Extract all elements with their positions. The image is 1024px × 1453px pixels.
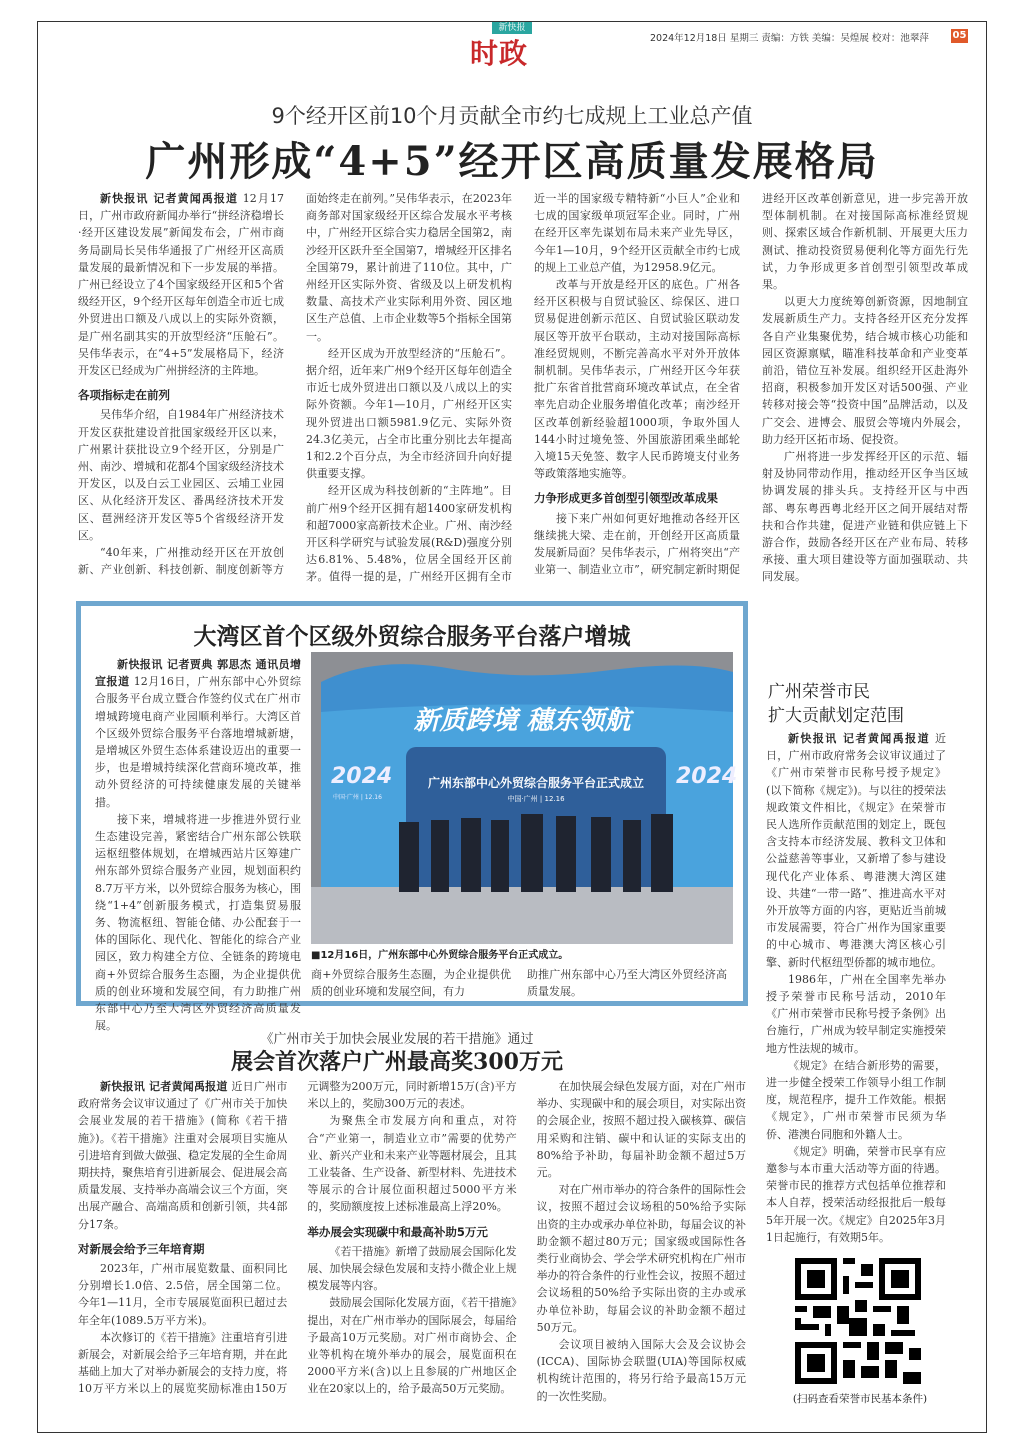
photo-banner: 广州东部中心外贸综合服务平台正式成立 — [427, 776, 644, 790]
article3-lead: 新快报讯 记者黄闻禹报道 — [100, 1080, 228, 1093]
article4-title-line2: 扩大贡献划定范围 — [768, 706, 904, 726]
article1-p2: 吴伟华介绍，自1984年广州经济技术开发区获批建设首批国家级经开区以来，广州累计获批设立9个经开区，分别是广州、南沙、增城和花都4个国家级经济技术开发区，以及白云工业园区、云埔工业园区、从化经济开发区、番禺经济技术开发区、琶洲经济开发区等5个省级经济开发区。 — [78, 408, 284, 542]
article3-title: 展会首次落户广州最高奖300万元 — [231, 1049, 563, 1075]
article2-p2: 接下来，增城将进一步推进外贸行业生态建设完善，紧密结合广州东部公铁联运枢纽整体规划，在增城西站片区筹建广州东部外贸综合服务产业园，规划面积约8.7万平方米，以外贸综合服务为核心，围绕“1+4”创新服务模式，打造集贸易服务、物流枢纽、智能仓储、办公配套于一体的国际化、现代化、智能化的综合产业园区，致力构建全方位、全链条的跨境电商+外贸综合服务生态圈，为企业提供优质的创业环境和发展空间，有力助推广州东部中心乃至大湾区外贸经济高质量发展。 — [95, 812, 301, 1033]
article3-subhead-1: 对新展会给予三年培育期 — [78, 1241, 205, 1256]
article3-subtitle: 《广州市关于加快会展业发展的若干措施》通过 — [260, 1032, 534, 1047]
article2-tail-a-text: 商+外贸综合服务生态圈，为企业提供优质的创业环境和发展空间，有力 — [311, 968, 511, 999]
article4-p1: 近日，广州市政府常务会议审议通过了《广州市荣誉市民称号授予规定》(以下简称《规定》)。与以往的授荣法规政策文件相比，《规定》在荣誉市民人选所作贡献范围的划定上，既包含支持本市经济发展、教科文卫体和公益慈善等事业，又新增了参与建设现代化产业体系、粤港澳大湾区建设、共建“一带一路”、推进高水平对外开放等方面的内容，更贴近当前城市发展需要，符合广州作为国家重要的中心城市、粤港澳大湾区核心引擎、新时代枢纽型侨都的城市地位。 — [766, 732, 946, 969]
article1-p6: 改革与开放是经开区的底色。广州各经开区积极与自贸试验区、综保区、进口贸易促进创新示范区、自贸试验区联动发展区等开放平台联动，主动对接国际高标准经贸规则，不断完善高水平对外开放体制机制。吴伟华表示，广州经开区今年获批广东省首批营商环境改革试点，在全省率先启动企业服务增值化改革；南沙经开区改革创新经验超1000项，争取外国人144小时过境免签、外国旅游团乘坐邮轮入境15天免签、数字人民币跨境支付业务等政策落地实施等。 — [534, 278, 740, 481]
article2-lead: 新快报讯 记者贾典 郭思杰 通讯员增宣报道 — [95, 658, 301, 689]
photo-year-left-sub: 中国·广州 | 12.16 — [333, 794, 382, 801]
article1-subhead-2: 力争形成更多首创型引领型改革成果 — [534, 491, 718, 506]
article4-p3: 《规定》在结合新形势的需要，进一步健全授荣工作领导小组工作制度，规范程序，提升工作效能。根据《规定》，广州市荣誉市民须为华侨、港澳台同胞和外籍人士。 — [766, 1058, 946, 1141]
article2-tail-a — [311, 966, 511, 1002]
qr-caption: (扫码查看荣誉市民基本条件) — [792, 1393, 928, 1405]
article4-title-line1: 广州荣誉市民 — [768, 682, 870, 702]
photo-year-right: 2024 — [676, 764, 738, 789]
photo-banner-sub: 中国·广州 | 12.16 — [507, 795, 565, 803]
article4-p2: 1986年，广州在全国率先举办授予荣誉市民称号活动，2010年《广州市荣誉市民称号授予条例》出台施行，广州成为较早制定实施授荣地方性法规的城市。 — [766, 972, 946, 1055]
brand-logo: 新快报 — [492, 22, 532, 34]
article3-p1: 近日广州市政府常务会议审议通过了《广州市关于加快会展业发展的若干措施》(简称《若干措施》)。《若干措施》注重对会展项目实施从引进培育到做大做强、稳定发展的全生命周期扶持，聚焦培育引进新展会、促进展会高质量发展、支持举办高端会议三个方面，突出展产融合、高端高质和创新引领，共4部分17条。 — [78, 1080, 288, 1231]
page-number: 05 — [952, 30, 967, 41]
section-title: 时政 — [470, 37, 529, 70]
article2-tail-b — [527, 966, 727, 1002]
article1-p3: “40年来，广州推动经开区在开放创新、产业创新、科技创新、制度创新等方面始终走在前列。”吴伟华表示，在2023年商务部对国家级经开区综合发展水平考核中，广州经开区综合实力稳居全国第2，南沙经开区跃升至全国第7，增城经开区排名全国第79，累计前进了110位。其中，广州经开区实际外资、省级及以上研发机构数量、高技术产业实际利用外资、园区地区生产总值、上市企业数等5个指标全国第一。 — [78, 192, 512, 577]
article1-p7: 接下来广州如何更好地推动各经开区继续挑大梁、走在前，开创经开区高质量发展新局面？吴伟华表示，广州将突出“产业第一、制造业立市”，研究制定新时期促进经开区改革创新意见，进一步完善开放型体制机制。在对接国际高标准经贸规则、探索区域合作新机制、开展更大压力测试、推动投资贸易便利化等方面先行先试，力争形成更多首创型引领型改革成果。 — [534, 192, 968, 577]
article4-p4: 《规定》明确，荣誉市民享有应邀参与本市重大活动等方面的待遇。荣誉市民的推荐方式包括单位推荐和本人自荐，授荣活动经报批后一般每5年开展一次。《规定》自2025年3月1日起施行，有效期5年。 — [766, 1144, 946, 1244]
article1-body — [78, 190, 968, 590]
article4-lead: 新快报讯 记者黄闻禹报道 — [788, 732, 931, 745]
article1-p8: 以更大力度统筹创新资源，因地制宜发展新质生产力。支持各经开区充分发挥各自产业集聚优势，结合城市核心功能和园区资源禀赋，瞄准科技革命和产业变革前沿，错位互补发展。组织经开区赴海外招商，积极参加开发区对话500强、产业转移对接会等“投资中国”品牌活动，以及广交会、进博会、服贸会等境内外展会，助力经开区拓市场、促投资。 — [762, 295, 968, 446]
article3-subhead-2: 举办展会实现碳中和最高补助5万元 — [307, 1224, 488, 1239]
article1-p4: 经开区成为开放型经济的“压舱石”。据介绍，近年来广州9个经开区每年创造全市近七成外贸进出口额以及八成以上的实际外资额。今年1—10月，广州经开区实现外贸进出口额5981.9亿元、实际外资24.3亿美元，占全市比重分别比去年提高1和2.2个百分点，为全市经济回升向好提供重要支撑。 — [306, 346, 512, 481]
article2-tail-b-text: 助推广州东部中心乃至大湾区外贸经济高质量发展。 — [527, 968, 727, 999]
photo-slogan: 新质跨境 穗东领航 — [413, 706, 631, 736]
photo-year-left: 2024 — [331, 764, 393, 789]
article4-title — [768, 680, 904, 728]
article3-p2: 2023年，广州市展览数量、面积同比分别增长1.0倍、2.5倍，居全国第二位。今年1—11月，全市专展展览面积已超过去年全年(1089.5万平方米)。 — [78, 1262, 288, 1327]
article2-box — [76, 601, 748, 1033]
article3-p3: 本次修订的《若干措施》注重培育引进新展会，对新展会给予三年培育期，并在此基础上加大了对举办新展会的支持力度，将10万平方米以上的展览奖励标准由150万元调整为200万元，同时新增15万(含)平方米以上的，奖励300万元的表述。 — [78, 1080, 517, 1396]
article3-p7: 在加快展会绿色发展方面，对在广州市举办、实现碳中和的展会项目，对实际出资的会展企业，按照不超过投入碳核算、碳信用采购和注销、碳中和认证的实际支出的80%给予补助，每届补助金额不超过5万元。 — [536, 1080, 746, 1180]
photo-caption: ■12月16日，广州东部中心外贸综合服务平台正式成立。 — [311, 950, 569, 961]
article1-lead: 新快报讯 记者黄闻禹报道 — [100, 192, 239, 205]
qr-code[interactable] — [795, 1258, 921, 1384]
article1-subtitle: 9个经开区前10个月贡献全市约七成规上工业总产值 — [271, 104, 753, 128]
article4-body — [766, 730, 946, 1250]
article3-body — [78, 1078, 746, 1418]
article1-subhead-1: 各项指标走在前列 — [78, 388, 170, 403]
article3-p5: 《若干措施》新增了鼓励展会国际化发展、加快展会绿色发展和支持小微企业上规模发展等内容。 — [307, 1244, 517, 1293]
article3-p9: 会议项目被纳入国际大会及会议协会(ICCA)、国际协会联盟(UIA)等国际权威机构统计范围的，将另行给予最高15万元的一次性奖励。 — [536, 1338, 746, 1403]
event-photo — [311, 652, 738, 944]
article3-p4: 为聚焦全市发展方向和重点，对符合“产业第一，制造业立市”需要的优势产业、新兴产业和未来产业等题材展会，且其工业装备、生产设备、新型材料、先进技术等展示的合计展位面积超过5000平方米的，奖励额度按上述标准最高上浮20%。 — [307, 1114, 517, 1214]
article3-p8: 对在广州市举办的符合条件的国际性会议，按照不超过会议场租的50%给予实际出资的主办或承办单位补助，每届会议的补助金额不超过80万元；国家级或国际性各类行业商协会、学会学术研究机构在广州市举办的符合条件的行业性会议，按照不超过会议场租的50%给予实际出资的主办或承办单位补助，每届会议的补助金额不超过50万元。 — [536, 1183, 746, 1334]
qr-code-icon — [795, 1258, 921, 1384]
article1-p1: 12月17日，广州市政府新闻办举行“拼经济稳增长·经开区建设发展”新闻发布会，广州市商务局副局长吴伟华通报了广州经开区高质量发展的最新情况和下一步发展的举措。广州已经设立了4个国家级经开区和5个省级经开区，9个经开区每年创造全市近七成外贸进出口额及八成以上的实际外资额，是广州名副其实的开放型经济“压舱石”。吴伟华表示，在“4+5”发展格局下，经济开发区已经成为广州拼经济的主阵地。 — [78, 192, 284, 378]
article3-p6: 鼓励展会国际化发展方面，《若干措施》提出，对在广州市举办的国际展会，每届给予最高10万元奖励。对广州市商协会、企业等机构在境外举办的展会，展览面积在2000平方米(含)以上且参展的广州地区企业在20家以上的，给予最高50万元奖励。 — [307, 1296, 517, 1396]
article1-title: 广州形成“4+5”经开区高质量发展格局 — [145, 138, 879, 185]
article1-p9: 广州将进一步发挥经开区的示范、辐射及协同带动作用，推动经开区争当区域协调发展的排头兵。支持经开区与中西部、粤东粤西粤北经开区之间开展结对帮扶和合作共建，促进产业链和供应链上下游合作，鼓励各经开区在产业布局、转移承接、重大项目建设等方面加强联动、共同发展。 — [762, 450, 968, 584]
article2-title: 大湾区首个区级外贸综合服务平台落户增城 — [193, 623, 631, 650]
article2-body — [95, 656, 302, 1033]
page-meta: 2024年12月18日 星期三 责编：方铁 美编：吴煌展 校对：池翠萍 — [650, 33, 929, 44]
article2-p1: 12月16日，广州东部中心外贸综合服务平台成立暨合作签约仪式在广州市增城跨境电商产业园顺利举行。大湾区首个区级外贸综合服务平台落地增城新塘，是增城区外贸生态体系建设迈出的重要一步，也是增城持续深化营商环境改革，推动外贸经济的可持续健康发展的关键举措。 — [95, 675, 302, 809]
article1-p5: 经开区成为科技创新的“主阵地”。目前广州9个经开区拥有超1400家研发机构和超7000家高新技术企业。广州、南沙经开区科学研究与试验发展(R&D)强度分别达6.81%、5.48%，位居全国经开区前茅。值得一提的是，广州经开区拥有全市近一半的国家级专精特新“小巨人”企业和七成的国家级单项冠军企业。同时，广州在经开区率先谋划布局未来产业先导区，今年1—10月，9个经开区贡献全市约七成的规上工业总产值，为12958.9亿元。 — [306, 192, 740, 584]
